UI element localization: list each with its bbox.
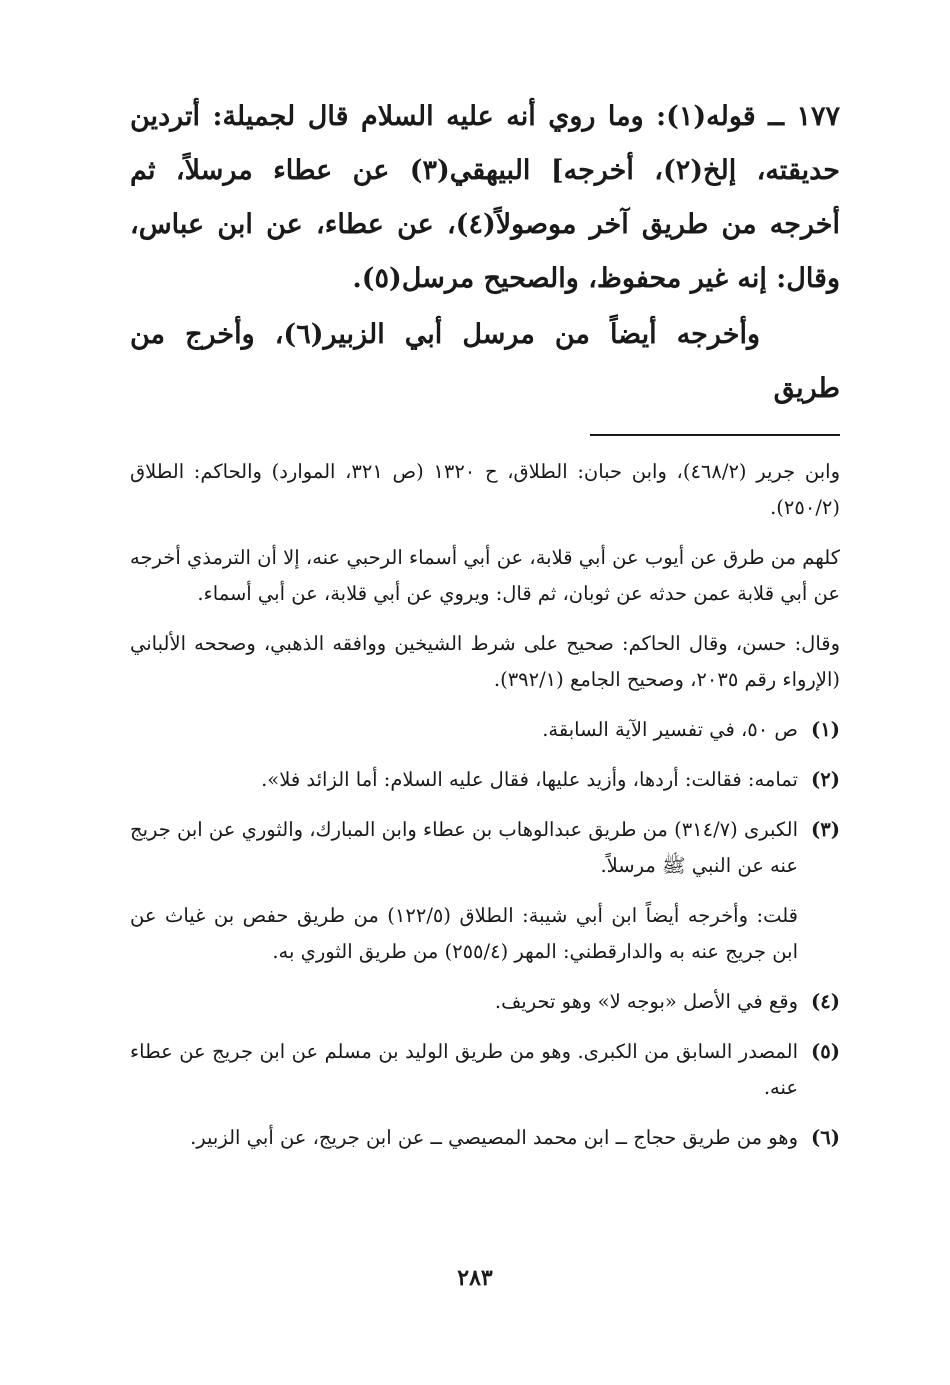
footnote-continuation-1: وابن جرير (٤٦٨/٢)، وابن حبان: الطلاق، ح ١٣٢٠ (ص ٣٢١، الموارد) والحاكم: الطلاق (٢٥٠/٢). — [130, 460, 840, 519]
footnotes — [130, 454, 840, 1156]
footnote-3b-text: قلت: وأخرجه أيضاً ابن أبي شيبة: الطلاق (١٢٢/٥) من طريق حفص بن غياث عن ابن جريج عنه به والدارقطني: المهر (٢٥٥/٤) من طريق الثوري به. — [130, 904, 799, 963]
footnote-4-number: (٤) — [811, 990, 840, 1013]
page-body — [130, 90, 840, 1170]
footnote-3-text: الكبرى (٣١٤/٧) من طريق عبدالوهاب بن عطاء وابن المبارك، والثوري عن ابن جريج عنه عن النبي ﷺ مرسلاً. — [130, 818, 799, 877]
footnote-1-number: (١) — [811, 718, 840, 741]
footnote-continuation-2: كلهم من طرق عن أيوب عن أبي قلابة، عن أبي أسماء الرحبي عنه، إلا أن الترمذي أخرجه عن أبي قلابة عمن حدثه عن ثوبان، ثم قال: ويروي عن أبي قلابة، عن أبي أسماء. — [130, 546, 840, 605]
footnote-3-continuation — [130, 898, 840, 970]
footnote-6 — [130, 1120, 840, 1156]
main-paragraph-1: ١٧٧ ــ قوله(١): وما روي أنه عليه السلام قال لجميلة: أتردين حديقته، إلخ(٢)، أخرجه] البيهقي(٣) عن عطاء مرسلاً، ثم أخرجه من طريق آخر موصولاً(٤)، عن عطاء، عن ابن عباس، وقال: إنه غير محفوظ، والصحيح مرسل(٥). — [130, 101, 840, 294]
footnote-divider — [590, 434, 840, 436]
footnote-6-text: وهو من طريق حجاج ــ ابن محمد المصيصي ــ عن ابن جريج، عن أبي الزبير. — [190, 1126, 798, 1149]
footnote-1 — [130, 712, 840, 748]
footnote-4-text: وقع في الأصل «بوجه لا» وهو تحريف. — [494, 990, 798, 1013]
footnote-2-number: (٢) — [811, 768, 840, 791]
footnote-5-number: (٥) — [811, 1040, 840, 1063]
footnote-3-number: (٣) — [811, 818, 840, 841]
footnote-5 — [130, 1034, 840, 1106]
footnote-4 — [130, 984, 840, 1020]
footnote-2-text: تمامه: فقالت: أردها، وأزيد عليها، فقال عليه السلام: أما الزائد فلا». — [261, 768, 798, 791]
footnote-6-number: (٦) — [811, 1126, 840, 1149]
page-number: ٢٨٣ — [457, 1265, 493, 1291]
main-paragraph-2: وأخرجه أيضاً من مرسل أبي الزبير(٦)، وأخرج من طريق — [130, 319, 840, 404]
footnote-continuation-3: وقال: حسن، وقال الحاكم: صحيح على شرط الشيخين ووافقه الذهبي، وصححه الألباني (الإرواء رقم ٢٠٣٥، وصحيح الجامع (٣٩٢/١). — [130, 632, 841, 691]
footnote-3 — [130, 812, 840, 884]
footnote-2 — [130, 762, 840, 798]
footnote-1-text: ص ٥٠، في تفسير الآية السابقة. — [542, 718, 798, 741]
footnote-5-text: المصدر السابق من الكبرى. وهو من طريق الوليد بن مسلم عن ابن جريج عن عطاء عنه. — [130, 1040, 798, 1099]
main-text — [130, 90, 840, 416]
